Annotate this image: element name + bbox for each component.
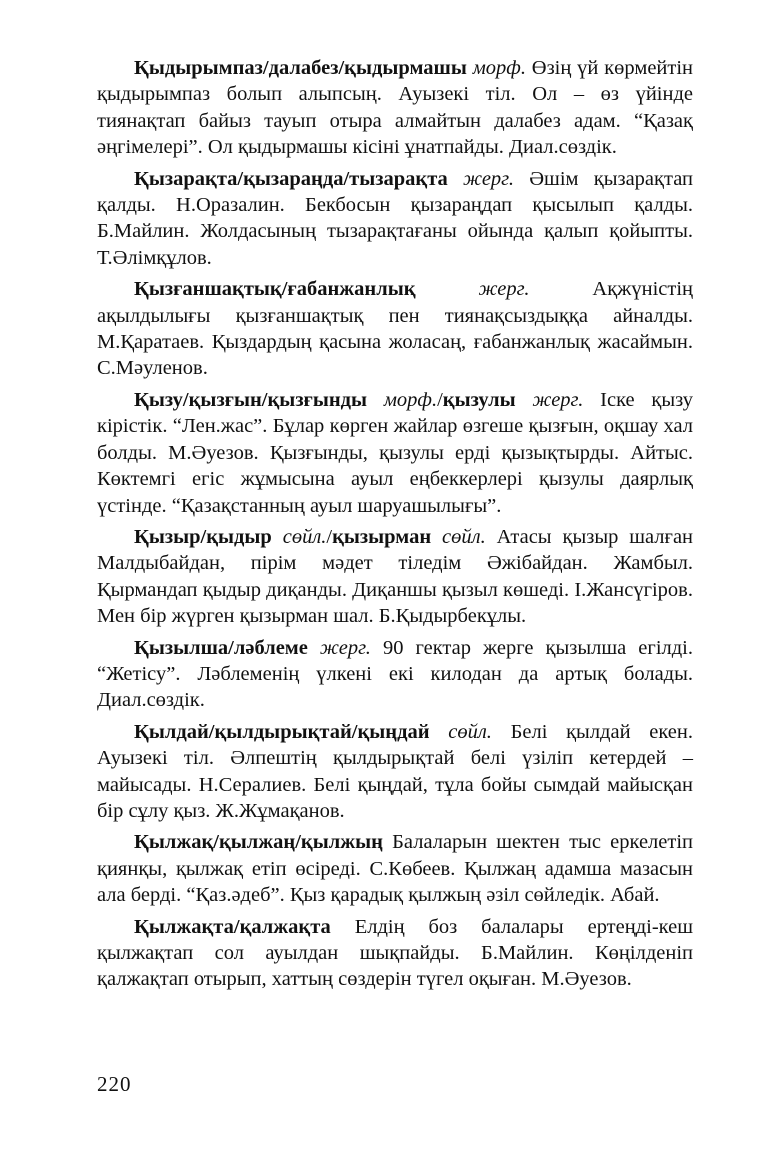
usage-label: морф.	[472, 57, 526, 79]
entry-1	[97, 55, 693, 161]
entry-8	[97, 829, 693, 908]
usage-label: морф.	[383, 388, 438, 411]
headword: Қыдырымпаз/далабез/қыдырмашы	[134, 57, 467, 79]
headword: Қызғаншақтық/ғабанжанлық	[134, 278, 416, 301]
entry-text: Әшім қызарақтап қалды. Н.Оразалин. Бекбосын қызараңдап қысылып қалды. Б.Майлин. Жолдасының тызарақтағаны ойында қалып қойыпты. Т.Әлімқұлов.	[97, 167, 693, 269]
entry-text: /	[326, 525, 333, 548]
headword: Қызыр/қыдыр	[134, 525, 272, 548]
entry-text	[516, 389, 533, 411]
entry-text: Белі қылдай екен. Ауызекі тіл. Әлпештің қылдырықтай белі үзіліп кетердей – майысады. Н.Сералиев. Белі қыңдай, тұла бойы сымдай майысқан бір сұлу қыз. Ж.Жұмақанов.	[97, 720, 693, 822]
usage-label: сөйл.	[442, 525, 486, 548]
headword: Қызарақта/қызараңда/тызарақта	[134, 167, 448, 190]
entry-3	[97, 276, 693, 382]
entry-text: Өзің үй көрмейтін қыдырымпаз болып алыпсың. Ауызекі тіл. Ол – өз үйінде тиянақтап байыз тауып отыра алмайтын далабез адам. “Қазақ әңгімелері”. Ол қыдырмашы кісіні ұнатпайды. Диал.сөздік.	[97, 57, 694, 159]
entry-text: Іске қызу кірістік. “Лен.жас”. Бұлар көрген жайлар өзгеше қызғын, оқшау хал болды. М.Әуезов. Қызғынды, қызулы ерді қызықтырды. Айтыс. Көктемгі егіс жұмысына ауыл еңбеккерлері қызулы даярлық үстінде. “Қазақстанның ауыл шаруашылығы”.	[97, 388, 694, 517]
entry-text: Елдің боз балалары ертеңді-кеш қылжақтап сол ауылдан шықпайды. Б.Майлин. Көңілденіп қалжақтап отырып, хаттың сөздерін түгел оқыған. М.Әуезов.	[97, 915, 693, 991]
entry-2	[97, 166, 693, 272]
headword: Қылжақта/қалжақта	[134, 915, 331, 938]
headword: қызырман	[332, 525, 432, 548]
entry-text	[308, 637, 320, 659]
entry-5	[97, 524, 693, 630]
entry-text	[448, 168, 463, 190]
entry-text: Балаларын шектен тыс еркелетіп қиянқы, қылжақ етіп өсіреді. С.Көбеев. Қылжаң адамша мазасын ала берді. “Қаз.әдеб”. Қыз қарадық қылжың әзіл сөйледік. Абай.	[97, 831, 693, 907]
entry-text: Ақжүністің ақылдылығы қызғаншақтық пен тиянақсыздыққа айналды. М.Қаратаев. Қыздардың қасына жоласаң, ғабанжанлық жасаймын. С.Мәуленов.	[97, 278, 693, 380]
usage-label: жерг.	[463, 167, 515, 190]
headword: қызулы	[442, 388, 516, 411]
usage-label: жерг.	[532, 388, 584, 411]
headword: Қызу/қызғын/қызғынды	[134, 388, 368, 411]
entry-text	[272, 526, 283, 548]
entry-text	[416, 278, 479, 300]
usage-label: сөйл.	[282, 525, 327, 548]
usage-label: сөйл.	[448, 720, 492, 743]
entry-text: Атасы қызыр шалған Малдыбайдан, пірім мәдет тіледім Әжібайдан. Жамбыл. Қырмандап қыдыр диқанды. Диқаншы қызыл көшеді. І.Жансүгіров. Мен бір жүрген қызырман шал. Б.Қыдырбекұлы.	[97, 525, 694, 628]
entry-7	[97, 719, 693, 825]
headword: Қызылша/ләблеме	[134, 636, 308, 659]
entry-text: /	[437, 388, 443, 411]
usage-label: жерг.	[478, 278, 530, 301]
entry-text	[367, 389, 384, 411]
entry-4	[97, 387, 693, 519]
headword: Қылдай/қылдырықтай/қыңдай	[134, 720, 430, 743]
headword: Қылжақ/қылжаң/қылжың	[134, 831, 383, 854]
entry-text: 90 гектар жерге қызылша егілді. “Жетісу”. Ләблеменің үлкені екі килодан да артық болады. Диал.сөздік.	[97, 636, 693, 712]
entry-6	[97, 635, 693, 714]
entry-9	[97, 914, 693, 993]
entry-text	[430, 721, 449, 743]
dictionary-entries	[97, 55, 693, 998]
page-number: 220	[97, 1072, 132, 1096]
entry-text	[431, 526, 442, 548]
usage-label: жерг.	[319, 636, 371, 659]
